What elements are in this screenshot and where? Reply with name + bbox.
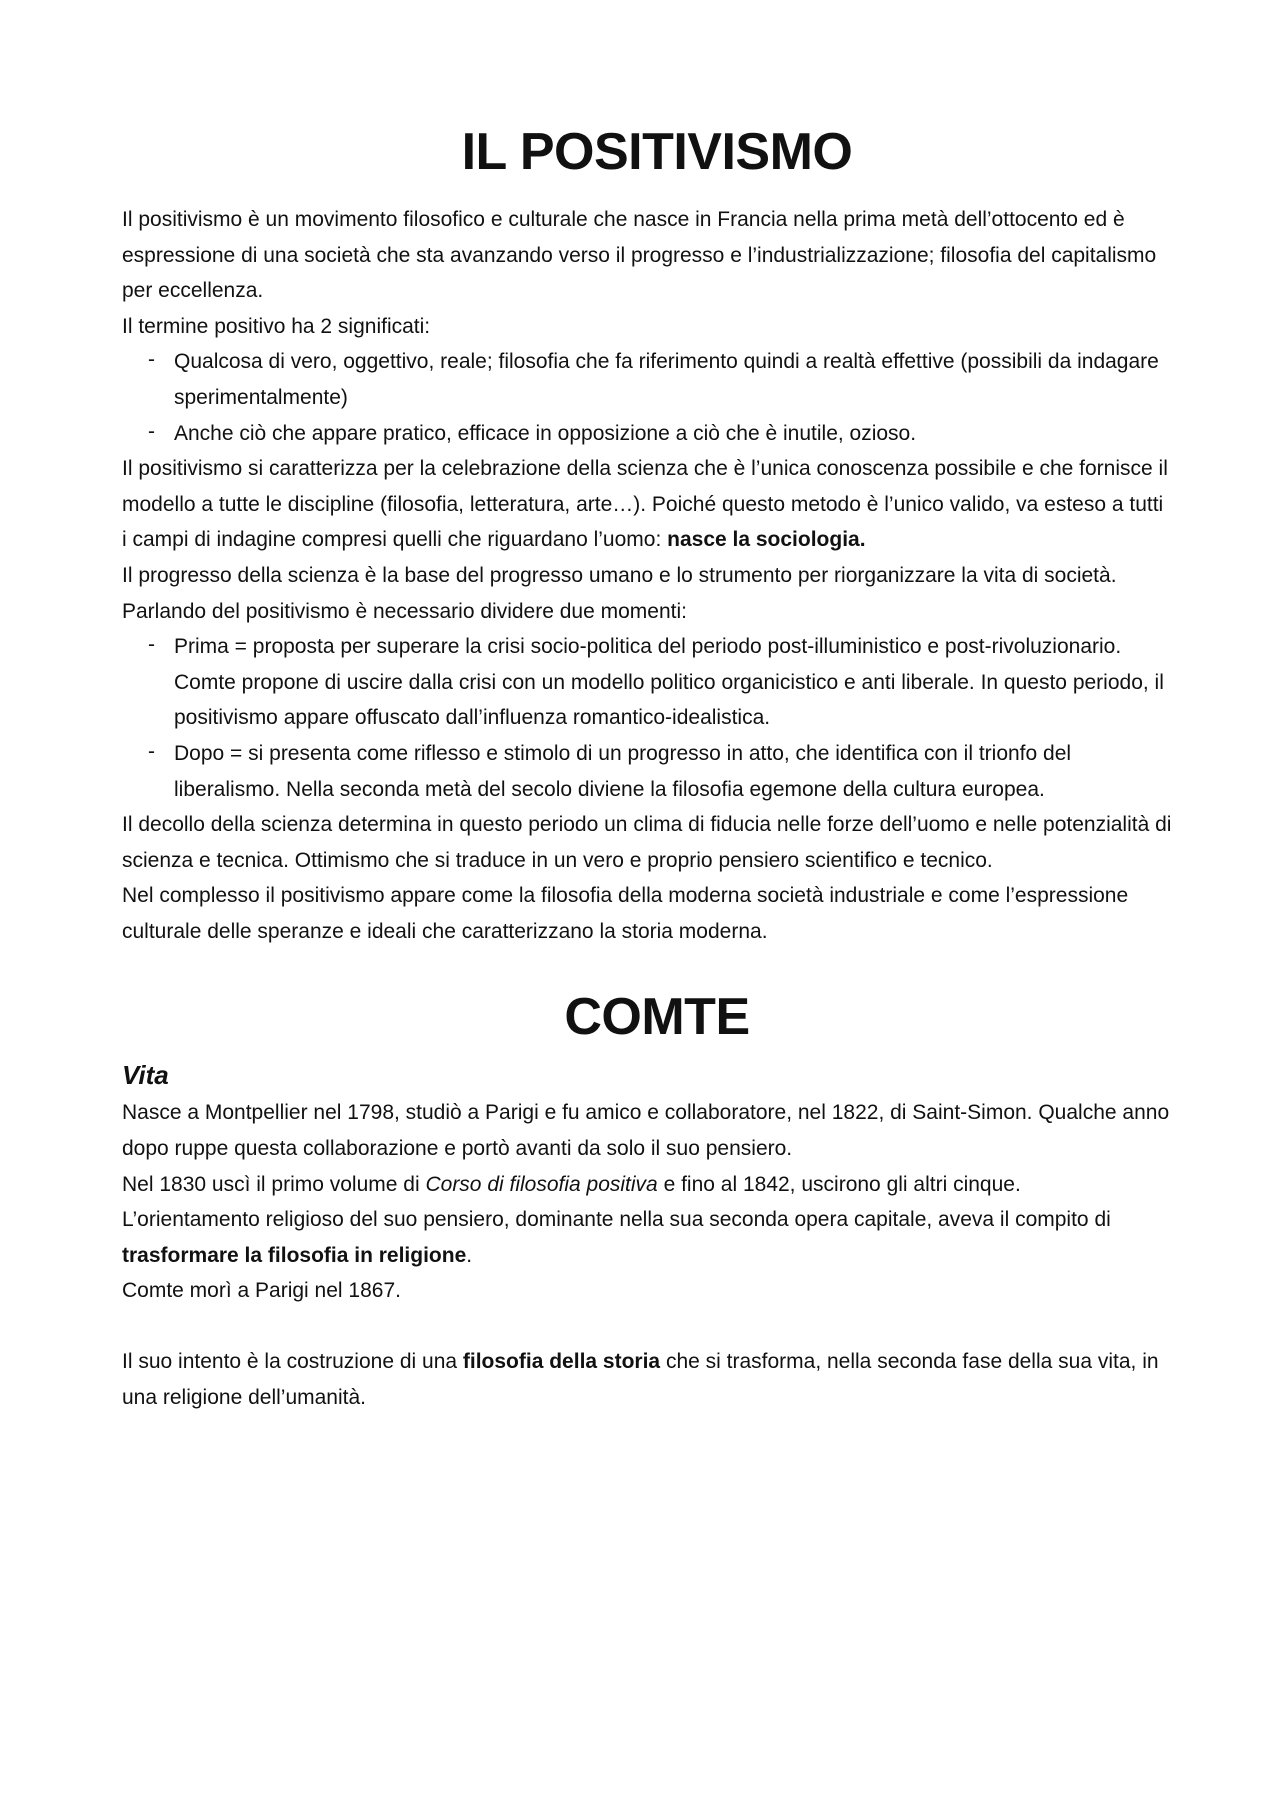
bold-text: nasce la sociologia.: [667, 528, 866, 552]
section-title-comte: COMTE: [564, 988, 750, 1047]
bold-text: filosofia della storia: [462, 1350, 661, 1374]
paragraph-text: che si trasforma, nella seconda fase della sua vita, in una religione dell’umanità.: [122, 1350, 1159, 1409]
intro-paragraph-4: Il progresso della scienza è la base del progresso umano e lo strumento per riorganizzare la vita di società.: [122, 563, 1117, 587]
page-title: IL POSITIVISMO: [461, 123, 853, 181]
paragraph-text: Il positivismo si caratterizza per la celebrazione della scienza che è l’unica conoscenza possibile e che fornisce il modello a tutte le discipline (filosofia, letteratura, arte…). Poiché questo metodo è l’unico valido, va esteso a tutti i campi di indagine compresi quelli che riguardano l’uomo:: [122, 457, 1168, 552]
comte-paragraph-5: [122, 1344, 1172, 1415]
paragraph-text: e fino al 1842, uscirono gli altri cinque.: [657, 1172, 1021, 1196]
bold-text: trasformare la filosofia in religione: [122, 1243, 467, 1267]
comte-paragraph-3: [122, 1202, 1172, 1273]
comte-paragraph-1: Nasce a Montpellier nel 1798, studiò a Parigi e fu amico e collaboratore, nel 1822, di Saint-Simon. Qualche anno dopo ruppe questa collaborazione e portò avanti da solo il suo pensiero.: [122, 1101, 1170, 1161]
intro-paragraph-5: Parlando del positivismo è necessario dividere due momenti:: [122, 599, 687, 623]
paragraph-text: Il suo intento è la costruzione di una: [122, 1350, 463, 1374]
meanings-list: [122, 344, 1172, 451]
paragraph-text: .: [466, 1243, 473, 1267]
comte-paragraph-4: Comte morì a Parigi nel 1867.: [122, 1279, 401, 1303]
comte-paragraph-2: [122, 1167, 1172, 1203]
list-item: - Prima = proposta per superare la crisi socio-politica del periodo post-illuministico e post-rivoluzionario. Comte propone di uscire dalla crisi con un modello politico organicistico e anti liberale. In questo periodo, il positivismo appare offuscato dall’influenza romantico-idealistica.: [174, 629, 1172, 736]
list-item: - Dopo = si presenta come riflesso e stimolo di un progresso in atto, che identifica con il trionfo del liberalismo. Nella seconda metà del secolo diviene la filosofia egemone della cultura europea.: [174, 736, 1172, 807]
list-item: - Qualcosa di vero, oggettivo, reale; filosofia che fa riferimento quindi a realtà effettive (possibili da indagare sperimentalmente): [174, 344, 1172, 415]
italic-text: Corso di filosofia positiva: [425, 1172, 658, 1196]
moments-list: [122, 629, 1172, 807]
spacer: [122, 1309, 1172, 1344]
paragraph-text: L’orientamento religioso del suo pensiero, dominante nella sua seconda opera capitale, aveva il compito di: [122, 1208, 1111, 1232]
paragraph-text: Nel 1830 uscì il primo volume di: [122, 1172, 426, 1196]
intro-paragraph-2: Il termine positivo ha 2 significati:: [122, 314, 431, 338]
subsection-title-vita: Vita: [122, 1060, 169, 1091]
intro-paragraph-1: Il positivismo è un movimento filosofico e culturale che nasce in Francia nella prima metà dell’ottocento ed è espressione di una società che sta avanzando verso il progresso e l’industrializzazione; filosofia del capitalismo per eccellenza.: [122, 208, 1157, 303]
intro-paragraph-7: Nel complesso il positivismo appare come la filosofia della moderna società industriale e come l’espressione culturale delle speranze e ideali che caratterizzano la storia moderna.: [122, 884, 1129, 943]
intro-paragraph-6: Il decollo della scienza determina in questo periodo un clima di fiducia nelle forze dell’uomo e nelle potenzialità di scienza e tecnica. Ottimismo che si traduce in un vero e proprio pensiero scientifico e tecnico.: [122, 813, 1172, 872]
intro-paragraph-3: [122, 451, 1172, 558]
list-item: - Anche ciò che appare pratico, efficace in opposizione a ciò che è inutile, ozioso.: [174, 416, 1172, 452]
page-content: [122, 118, 1172, 1415]
